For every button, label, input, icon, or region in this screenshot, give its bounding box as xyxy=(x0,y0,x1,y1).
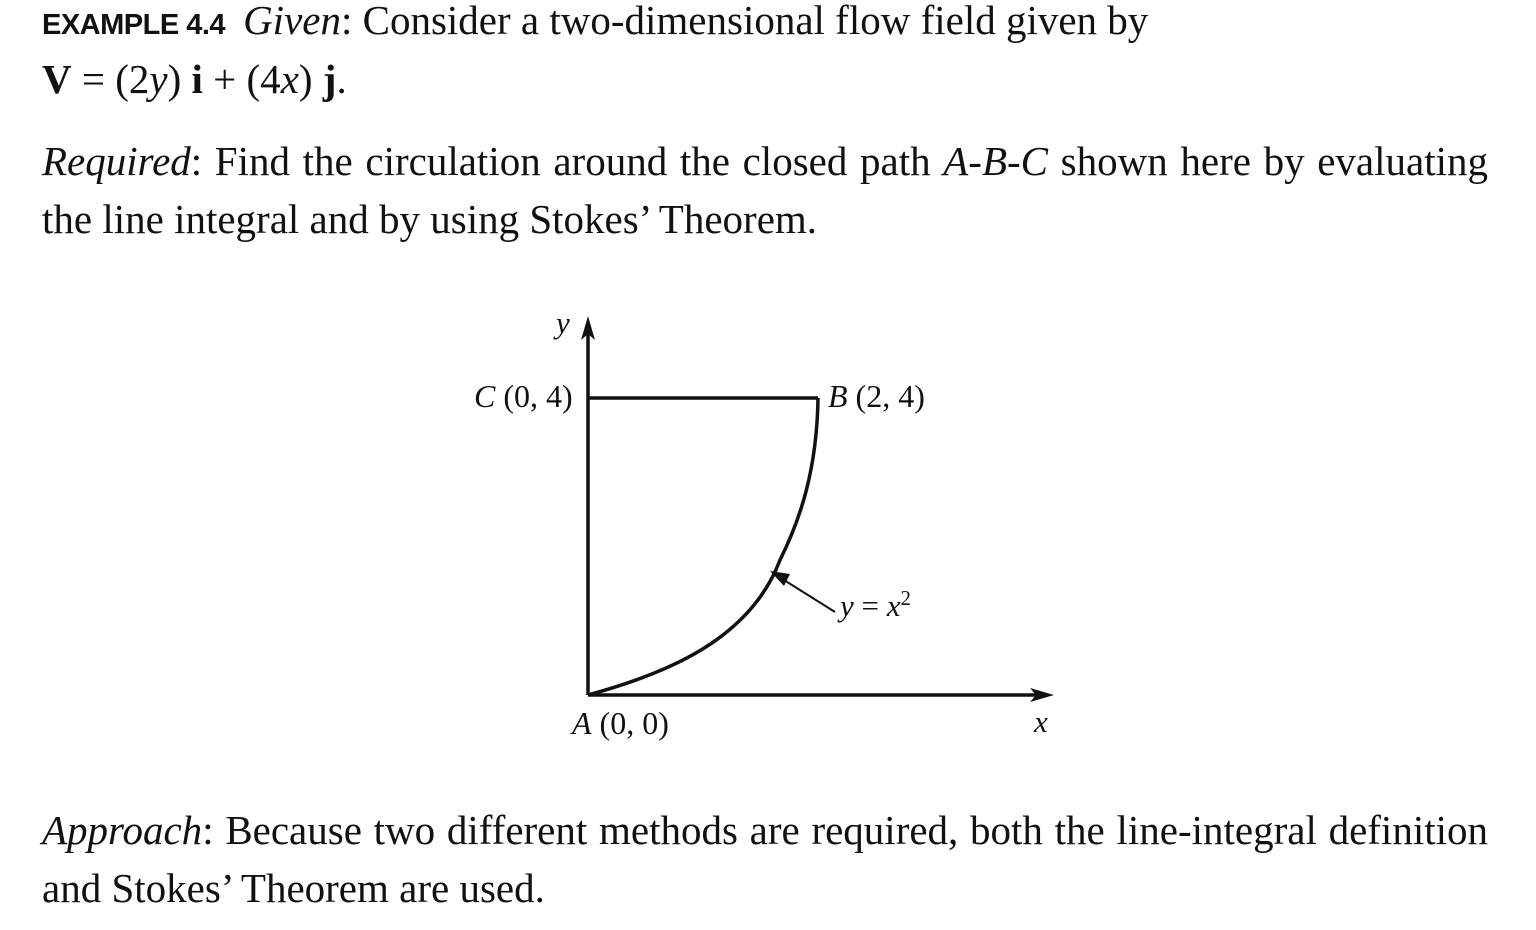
curve-leader-line xyxy=(784,580,835,612)
curve-label-exponent: 2 xyxy=(900,586,912,610)
equation-var-y: y xyxy=(149,56,168,102)
equation-part: . xyxy=(336,56,347,102)
equation-var-x: x xyxy=(280,56,299,102)
point-c-label xyxy=(474,378,573,414)
approach-paragraph xyxy=(42,801,1488,917)
approach-text: : Because two different methods are required, both the line-integral definition and Stokes’ Theorem are used. xyxy=(42,807,1488,911)
given-label: Given xyxy=(243,0,341,43)
point-b-letter: B xyxy=(828,378,848,414)
required-label: Required xyxy=(42,138,191,184)
curve-label-x: x xyxy=(886,588,901,623)
given-text: : Consider a two-dimensional flow field given by xyxy=(340,0,1149,43)
equation-part: + (4 xyxy=(202,56,281,102)
point-a-letter: A xyxy=(572,705,592,741)
equation-part: = (2 xyxy=(71,56,150,102)
required-text-2: shown here by evaluating the line integral and by using Stokes’ Theorem. xyxy=(42,138,1488,242)
equation-part: ) xyxy=(167,56,192,102)
curve-label-y: y xyxy=(840,588,854,623)
velocity-vector: V xyxy=(42,56,72,102)
equation-part: ) xyxy=(298,56,323,102)
curve-equation-label xyxy=(837,586,911,623)
example-label: EXAMPLE 4.4 xyxy=(42,9,226,41)
point-a-coords: (0, 0) xyxy=(591,705,669,741)
point-b-coords: (2, 4) xyxy=(847,378,925,414)
curve-label-eq: = xyxy=(853,588,887,623)
unit-vector-i: i xyxy=(191,56,203,102)
y-axis-label: y xyxy=(556,305,570,340)
path-curve-ab xyxy=(588,398,818,695)
required-path: A-B-C xyxy=(943,138,1048,184)
point-c-letter: C xyxy=(474,378,496,414)
point-c-coords: (0, 4) xyxy=(495,378,573,414)
unit-vector-j: j xyxy=(322,56,337,102)
approach-label: Approach xyxy=(42,807,203,853)
point-a-label xyxy=(570,705,669,741)
required-text-1: : Find the circulation around the closed path xyxy=(190,138,944,184)
x-axis-label: x xyxy=(1034,704,1048,739)
point-b-label xyxy=(828,378,925,414)
